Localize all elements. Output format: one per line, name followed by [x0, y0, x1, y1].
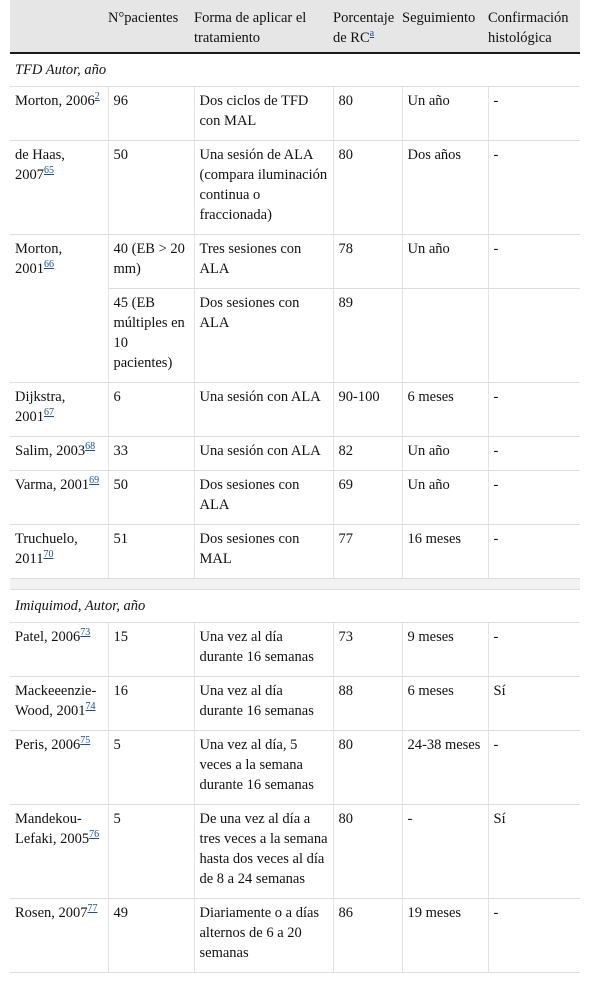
patients-cell: 40 (EB > 20 mm)	[108, 235, 194, 289]
patients-cell: 50	[108, 471, 194, 525]
method-cell: Una vez al día durante 16 semanas	[194, 677, 333, 731]
author-text: de Haas, 2007	[15, 147, 65, 183]
rc-cell: 69	[333, 471, 402, 525]
header-rc-label: Porcentaje de RC	[333, 10, 395, 46]
reference-link[interactable]: 65	[44, 165, 54, 177]
table-row	[10, 235, 580, 289]
table-body	[10, 53, 580, 973]
rc-cell: 80	[333, 731, 402, 805]
histology-cell: -	[488, 471, 580, 525]
table-row	[10, 383, 580, 437]
follow-up-cell: Un año	[402, 437, 488, 471]
rc-cell: 73	[333, 623, 402, 677]
reference-link[interactable]: 66	[44, 259, 54, 271]
histology-cell: -	[488, 623, 580, 677]
follow-up-cell: Un año	[402, 471, 488, 525]
follow-up-cell: 24-38 meses	[402, 731, 488, 805]
reference-link[interactable]: 75	[80, 735, 91, 747]
method-cell: Dos sesiones con MAL	[194, 525, 333, 579]
follow-up-cell: 9 meses	[402, 623, 488, 677]
histology-cell: -	[488, 235, 580, 289]
section-spacer	[10, 579, 580, 590]
treatment-table	[10, 0, 580, 973]
rc-cell: 80	[333, 805, 402, 899]
histology-cell: -	[488, 899, 580, 973]
follow-up-cell: 6 meses	[402, 677, 488, 731]
follow-up-cell: Un año	[402, 87, 488, 141]
author-text: Morton, 2001	[15, 241, 63, 277]
patients-cell: 5	[108, 805, 194, 899]
histology-cell: -	[488, 87, 580, 141]
reference-link[interactable]: 74	[85, 701, 96, 713]
follow-up-cell: 19 meses	[402, 899, 488, 973]
patients-cell: 33	[108, 437, 194, 471]
patients-cell: 50	[108, 141, 194, 235]
method-cell: Dos sesiones con ALA	[194, 289, 333, 383]
section-title-row	[10, 590, 580, 623]
table-row	[10, 623, 580, 677]
method-cell: Dos ciclos de TFD con MAL	[194, 87, 333, 141]
reference-link[interactable]: 77	[87, 903, 98, 915]
rc-cell: 77	[333, 525, 402, 579]
header-empty	[10, 0, 108, 53]
author-text: Truchuelo, 2011	[15, 531, 78, 567]
method-cell: Dos sesiones con ALA	[194, 471, 333, 525]
patients-cell: 45 (EB múltiples en 10 pacientes)	[108, 289, 194, 383]
rc-cell: 82	[333, 437, 402, 471]
rc-cell: 89	[333, 289, 402, 383]
follow-up-cell: -	[402, 805, 488, 899]
method-cell: Una vez al día durante 16 semanas	[194, 623, 333, 677]
follow-up-cell: Un año	[402, 235, 488, 289]
section-title: TFD Autor, año	[10, 53, 580, 87]
author-cell	[10, 731, 108, 805]
author-cell	[10, 677, 108, 731]
method-cell: De una vez al día a tres veces a la semana hasta dos veces al día de 8 a 24 semanas	[194, 805, 333, 899]
table-row	[10, 141, 580, 235]
reference-link[interactable]: 67	[44, 407, 54, 419]
author-text: Varma, 2001	[15, 477, 90, 493]
table-row	[10, 731, 580, 805]
histology-cell: -	[488, 141, 580, 235]
rc-cell: 80	[333, 141, 402, 235]
section-title-row	[10, 53, 580, 87]
method-cell: Una sesión de ALA (compara iluminación continua o fraccionada)	[194, 141, 333, 235]
author-text: Morton, 2006	[15, 93, 95, 109]
method-cell: Una vez al día, 5 veces a la semana durante 16 semanas	[194, 731, 333, 805]
reference-link[interactable]: 73	[80, 627, 91, 639]
reference-link[interactable]: 2	[94, 91, 100, 103]
author-text: Dijkstra, 2001	[15, 389, 66, 425]
histology-cell: -	[488, 731, 580, 805]
treatment-table-container	[10, 0, 580, 973]
author-cell	[10, 899, 108, 973]
patients-cell: 16	[108, 677, 194, 731]
table-row	[10, 471, 580, 525]
method-cell: Tres sesiones con ALA	[194, 235, 333, 289]
author-cell	[10, 141, 108, 235]
rc-cell: 88	[333, 677, 402, 731]
author-cell	[10, 235, 108, 383]
reference-link[interactable]: 76	[89, 829, 100, 841]
patients-cell: 49	[108, 899, 194, 973]
author-text: Mackeeenzie-Wood, 2001	[15, 683, 97, 719]
table-row	[10, 677, 580, 731]
patients-cell: 51	[108, 525, 194, 579]
patients-cell: 96	[108, 87, 194, 141]
author-cell	[10, 805, 108, 899]
follow-up-cell: 6 meses	[402, 383, 488, 437]
author-cell	[10, 623, 108, 677]
author-text: Rosen, 2007	[15, 905, 88, 921]
header-patients: N°pacientes	[108, 0, 194, 53]
rc-cell: 80	[333, 87, 402, 141]
follow-up-cell: 16 meses	[402, 525, 488, 579]
author-cell	[10, 525, 108, 579]
table-row	[10, 899, 580, 973]
author-text: Mandekou-Lefaki, 2005	[15, 811, 90, 847]
patients-cell: 15	[108, 623, 194, 677]
spacer-cell	[10, 579, 580, 590]
header-histology: Confirmación histológica	[488, 0, 580, 53]
reference-link[interactable]: 70	[43, 549, 54, 561]
table-header	[10, 0, 580, 53]
histology-cell: -	[488, 437, 580, 471]
author-text: Peris, 2006	[15, 737, 81, 753]
header-follow-up: Seguimiento	[402, 0, 488, 53]
author-text: Patel, 2006	[15, 629, 81, 645]
header-method: Forma de aplicar el tratamiento	[194, 0, 333, 53]
histology-cell: Sí	[488, 677, 580, 731]
table-row	[10, 87, 580, 141]
header-rc-note-link[interactable]: a	[369, 28, 375, 40]
patients-cell: 5	[108, 731, 194, 805]
table-row	[10, 805, 580, 899]
histology-cell: Sí	[488, 805, 580, 899]
author-cell	[10, 87, 108, 141]
table-row	[10, 437, 580, 471]
reference-link[interactable]: 69	[89, 475, 100, 487]
follow-up-cell	[402, 289, 488, 383]
author-cell	[10, 383, 108, 437]
author-text: Salim, 2003	[15, 443, 86, 459]
header-rc-percentage	[333, 0, 402, 53]
method-cell: Diariamente o a días alternos de 6 a 20 semanas	[194, 899, 333, 973]
reference-link[interactable]: 68	[85, 441, 96, 453]
author-cell	[10, 471, 108, 525]
author-cell	[10, 437, 108, 471]
table-row	[10, 525, 580, 579]
rc-cell: 78	[333, 235, 402, 289]
patients-cell: 6	[108, 383, 194, 437]
method-cell: Una sesión con ALA	[194, 383, 333, 437]
rc-cell: 90-100	[333, 383, 402, 437]
histology-cell: -	[488, 383, 580, 437]
rc-cell: 86	[333, 899, 402, 973]
method-cell: Una sesión con ALA	[194, 437, 333, 471]
histology-cell: -	[488, 525, 580, 579]
section-title: Imiquimod, Autor, año	[10, 590, 580, 623]
follow-up-cell: Dos años	[402, 141, 488, 235]
histology-cell	[488, 289, 580, 383]
